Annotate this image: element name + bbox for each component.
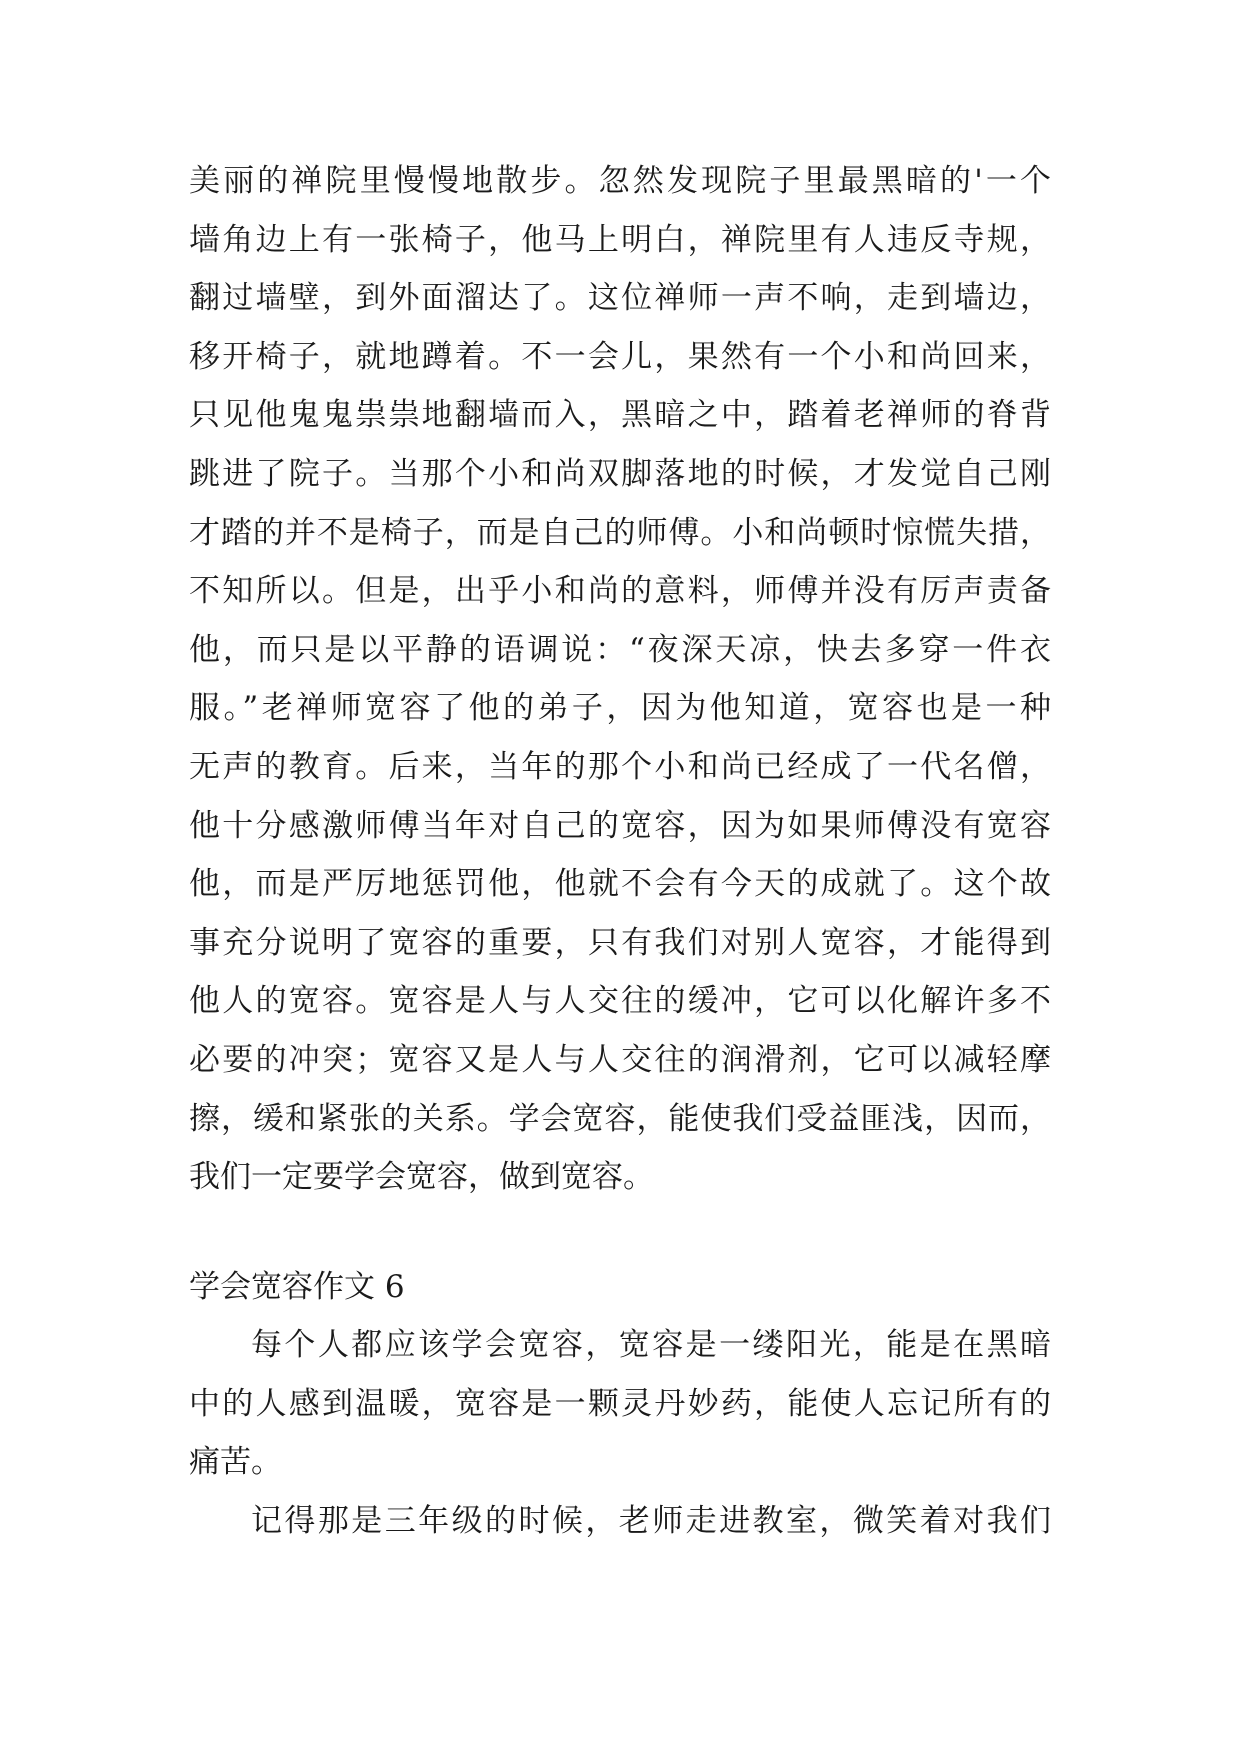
paragraph-line: 我们一定要学会宽容，做到宽容。 (189, 1159, 654, 1196)
paragraph-line: 不知所以。但是，出乎小和尚的意料，师傅并没有厉声责备 (189, 573, 1051, 610)
paragraph-line: 服。”老禅师宽容了他的弟子，因为他知道，宽容也是一种 (189, 690, 1051, 727)
paragraph-line: 他，而只是以平静的语调说：“夜深天凉，快去多穿一件衣 (189, 631, 1051, 668)
paragraph-line: 事充分说明了宽容的重要，只有我们对别人宽容，才能得到 (189, 924, 1051, 961)
story-paragraph (189, 152, 1051, 1207)
paragraph-line: 中的人感到温暖，宽容是一颗灵丹妙药，能使人忘记所有的 (189, 1385, 1051, 1422)
paragraph-line: 翻过墙壁，到外面溜达了。这位禅师一声不响，走到墙边， (189, 280, 1051, 317)
paragraph-line: 必要的冲突；宽容又是人与人交往的润滑剂，它可以减轻摩 (189, 1041, 1051, 1078)
paragraph-line: 他，而是严厉地惩罚他，他就不会有今天的成就了。这个故 (189, 866, 1051, 903)
essay-paragraphs (189, 1316, 1051, 1550)
paragraph-line: 才踏的并不是椅子，而是自己的师傅。小和尚顿时惊慌失措， (189, 514, 1051, 551)
paragraph-line: 美丽的禅院里慢慢地散步。忽然发现院子里最黑暗的'一个 (189, 163, 1051, 199)
paragraph-line: 擦，缓和紧张的关系。学会宽容，能使我们受益匪浅，因而， (189, 1100, 1051, 1137)
paragraph-line: 每个人都应该学会宽容，宽容是一缕阳光，能是在黑暗 (251, 1327, 1051, 1363)
paragraph-line: 无声的教育。后来，当年的那个小和尚已经成了一代名僧， (189, 748, 1051, 785)
paragraph-line: 他人的宽容。宽容是人与人交往的缓冲，它可以化解许多不 (189, 983, 1051, 1020)
paragraph-line: 墙角边上有一张椅子，他马上明白，禅院里有人违反寺规， (189, 221, 1051, 258)
paragraph-line: 痛苦。 (189, 1444, 282, 1481)
paragraph-line: 他十分感激师傅当年对自己的宽容，因为如果师傅没有宽容 (189, 807, 1051, 844)
paragraph-line: 只见他鬼鬼祟祟地翻墙而入，黑暗之中，踏着老禅师的脊背 (189, 397, 1051, 434)
section-heading: 学会宽容作文 6 (189, 1269, 405, 1305)
paragraph-line: 移开椅子，就地蹲着。不一会儿，果然有一个小和尚回来， (189, 338, 1051, 375)
paragraph-line: 记得那是三年级的时候，老师走进教室，微笑着对我们 (251, 1502, 1051, 1539)
paragraph-line: 跳进了院子。当那个小和尚双脚落地的时候，才发觉自己刚 (189, 455, 1051, 492)
